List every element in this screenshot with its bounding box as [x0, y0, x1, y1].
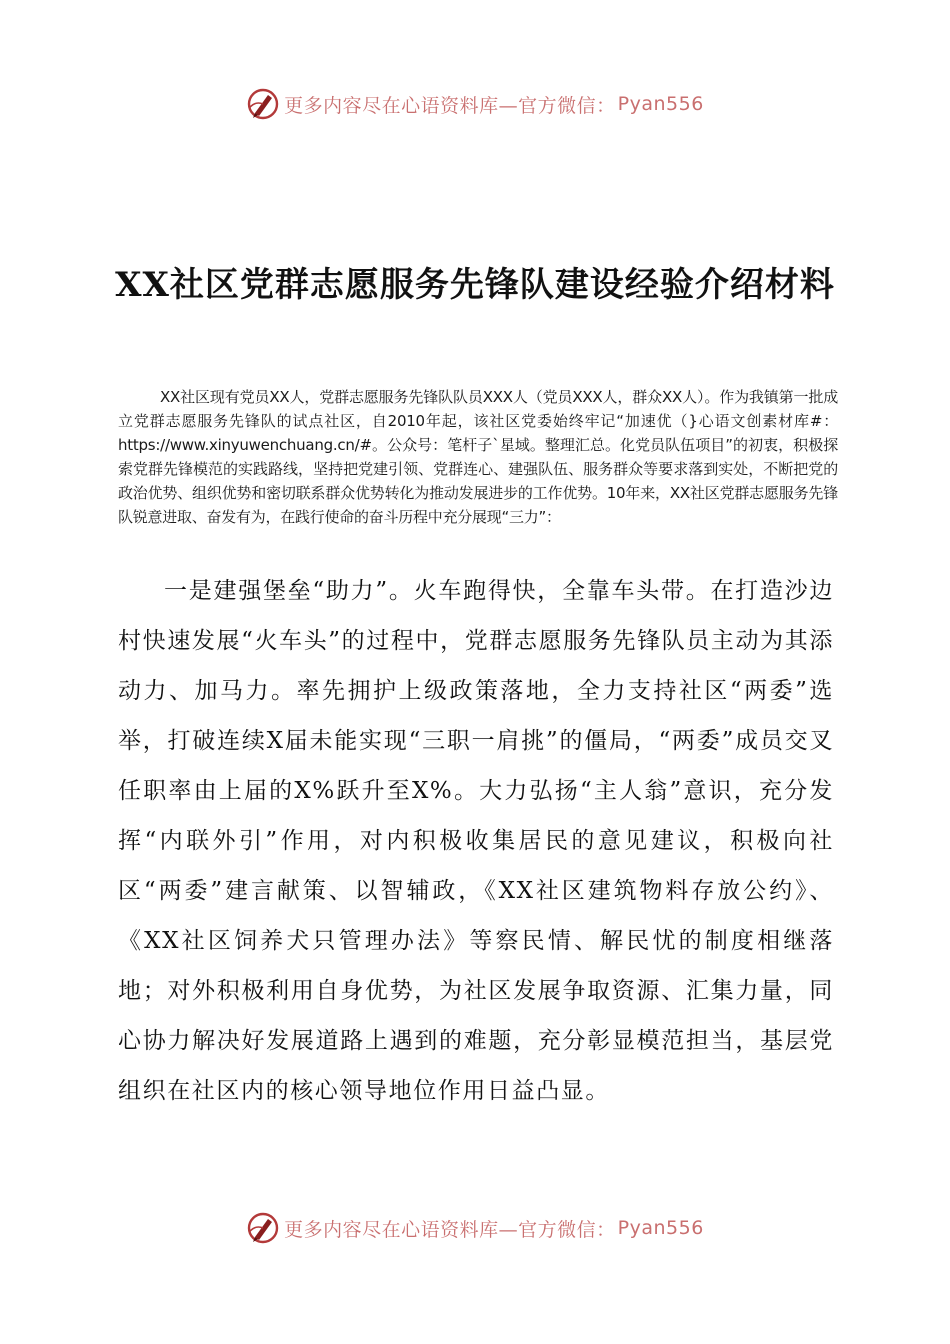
intro-paragraph: XX社区现有党员XX人，党群志愿服务先锋队队员XXX人（党员XXX人，群众XX人）。作为我镇第一批成立党群志愿服务先锋队的试点社区，自2010年起，该社区党委始终牢记“加速优（}心语文创素材库#：https://www.xinyuwenchuang.cn/#。公众号：笔杆子`星域。整理汇总。化党员队伍项目”的初衷，积极探索党群先锋模范的实践路线，坚持把党建引领、党群连心、建强队伍、服务群众等要求落到实处，不断把党的政治优势、组织优势和密切联系群众优势转化为推动发展进步的工作优势。10年来，XX社区党群志愿服务先锋队锐意进取、奋发有为，在践行使命的奋斗历程中充分展现“三力”：	[118, 388, 838, 526]
footer-watermark-banner	[0, 1206, 950, 1250]
banner-wechat-id: Pyan556	[617, 93, 704, 115]
pen-circle-icon	[246, 1211, 280, 1245]
document-title: XX社区党群志愿服务先锋队建设经验介绍材料	[115, 265, 835, 305]
pen-circle-icon	[246, 87, 280, 121]
banner-wechat-id: Pyan556	[617, 1217, 704, 1239]
banner-text: 更多内容尽在心语资料库—官方微信：	[284, 1218, 616, 1241]
banner-text: 更多内容尽在心语资料库—官方微信：	[284, 94, 616, 117]
body-paragraph-1: 一是建强堡垒“助力”。火车跑得快，全靠车头带。在打造沙边村快速发展“火车头”的过程中，党群志愿服务先锋队员主动为其添动力、加马力。率先拥护上级政策落地，全力支持社区“两委”选举，打破连续X届未能实现“三职一肩挑”的僵局，“两委”成员交叉任职率由上届的X%跃升至X%。大力弘扬“主人翁”意识，充分发挥“内联外引”作用，对内积极收集居民的意见建议，积极向社区“两委”建言献策、以智辅政，《XX社区建筑物料存放公约》、《XX社区饲养犬只管理办法》等察民情、解民忧的制度相继落地；对外积极利用自身优势，为社区发展争取资源、汇集力量，同心协力解决好发展道路上遇到的难题，充分彰显模范担当，基层党组织在社区内的核心领导地位作用日益凸显。	[118, 578, 834, 1104]
header-watermark-banner	[0, 82, 950, 126]
